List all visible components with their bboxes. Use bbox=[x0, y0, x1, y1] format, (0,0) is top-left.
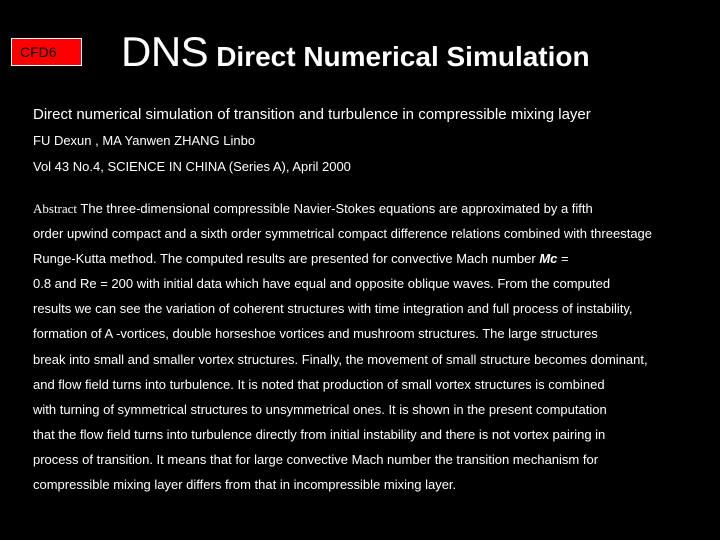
abstract-line: order upwind compact and a sixth order symmetrical compact difference relations combined with threestage bbox=[33, 226, 653, 242]
slide-title bbox=[121, 28, 590, 76]
slide-number-badge bbox=[11, 38, 82, 66]
abstract-line: compressible mixing layer differs from that in incompressible mixing layer. bbox=[33, 477, 457, 493]
abstract-text: Runge-Kutta method. The computed results are presented for convective Mach number bbox=[33, 251, 540, 267]
mach-number-symbol: Mc bbox=[539, 251, 558, 267]
abstract-line: with turning of symmetrical structures to unsymmetrical ones. It is shown in the present computation bbox=[33, 401, 607, 417]
abstract-label: Abstract bbox=[33, 201, 78, 216]
abstract-line: and flow field turns into turbulence. It is noted that production of small vortex structures is combined bbox=[33, 376, 605, 392]
abstract-line: 0.8 and Re = 200 with initial data which have equal and opposite oblique waves. From the computed bbox=[33, 276, 611, 292]
abstract-line: process of transition. It means that for large convective Mach number the transition mechanism for bbox=[33, 451, 599, 467]
abstract-line: results we can see the variation of coherent structures with time integration and full process of instability, bbox=[33, 301, 633, 317]
title-full-name: Direct Numerical Simulation bbox=[216, 41, 590, 72]
abstract-line bbox=[33, 246, 708, 271]
title-abbreviation: DNS bbox=[121, 28, 209, 75]
abstract-text: = bbox=[557, 251, 569, 267]
abstract-line: break into small and smaller vortex structures. Finally, the movement of small structure becomes dominant, bbox=[33, 351, 648, 367]
paper-source: Vol 43 No.4, SCIENCE IN CHINA (Series A), April 2000 bbox=[33, 159, 351, 174]
badge-label: CFD6 bbox=[20, 44, 57, 60]
paper-authors: FU Dexun , MA Yanwen ZHANG Linbo bbox=[33, 133, 256, 148]
abstract-text: The three-dimensional compressible Navier-Stokes equations are approximated by a fifth bbox=[77, 201, 593, 216]
abstract-line bbox=[33, 196, 708, 221]
abstract-line: formation of A -vortices, double horseshoe vortices and mushroom structures. The large structures bbox=[33, 326, 598, 342]
abstract-block bbox=[33, 196, 708, 497]
abstract-line: that the flow field turns into turbulence directly from initial instability and there is not vortex pairing in bbox=[33, 426, 606, 442]
paper-title: Direct numerical simulation of transition and turbulence in compressible mixing layer bbox=[33, 106, 591, 123]
